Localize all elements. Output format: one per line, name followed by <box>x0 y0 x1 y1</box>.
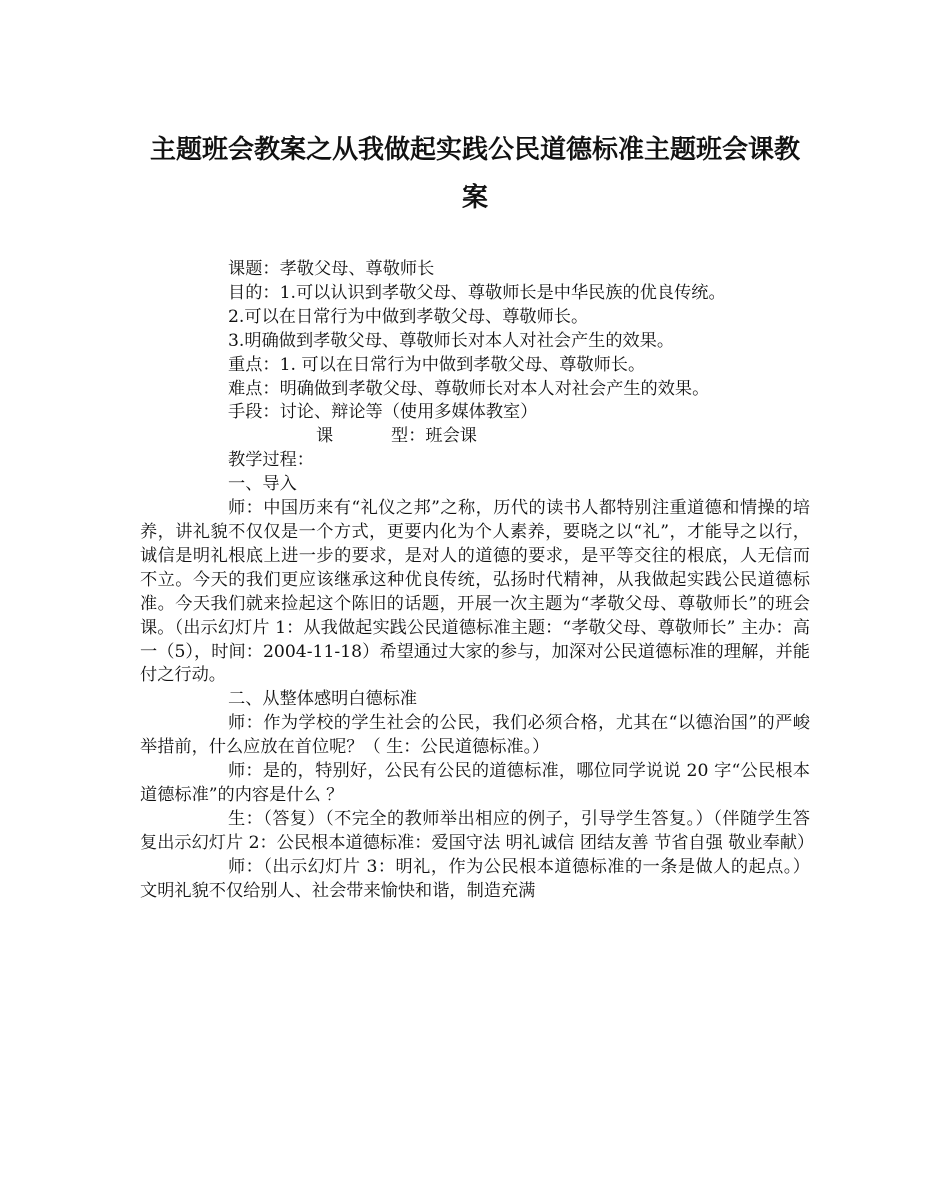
teacher-followup-paragraph: 师：是的，特别好，公民有公民的道德标准，哪位同学说说 20 字“公民根本道德标准”的内容是什么 ？ <box>140 761 810 805</box>
teacher-question-paragraph: 师：作为学校的学生社会的公民，我们必须合格，尤其在“以德治国”的严峻举措前，什么应放在首位呢？（ 生：公民道德标准。） <box>140 713 810 758</box>
lesson-type-label: 课 <box>316 426 334 447</box>
difficulty-line: 难点：明确做到孝敬父母、尊敬师长对本人对社会产生的效果。 <box>228 378 710 399</box>
lesson-type-line <box>140 425 810 449</box>
process-heading: 教学过程： <box>228 450 314 471</box>
student-answer-paragraph: 生：（答复）（不完全的教师举出相应的例子，引导学生答复。）（伴随学生答复出示幻灯片 2：公民根本道德标准：爱国守法 明礼诚信 团结友善 节省自强 敬业奉献） <box>140 808 815 853</box>
teacher-slide3-paragraph: 师：（出示幻灯片 3：明礼，作为公民根本道德标准的一条是做人的起点。）文明礼貌不仅给别人、社会带来愉快和谐，制造充满 <box>140 856 810 901</box>
key-point-line: 重点：1. 可以在日常行为中做到孝敬父母、尊敬师长。 <box>228 354 646 375</box>
method-line: 手段：讨论、辩论等（使用多媒体教室） <box>228 402 538 423</box>
goal-item-3: 3.明确做到孝敬父母、尊敬师长对本人对社会产生的效果。 <box>228 330 675 351</box>
section-heading-standards: 二、从整体感明白德标准 <box>228 689 418 710</box>
topic-line: 课题：孝敬父母、尊敬师长 <box>228 259 435 279</box>
lesson-type-value: 型：班会课 <box>391 426 477 447</box>
goal-item-2: 2.可以在日常行为中做到孝敬父母、尊敬师长。 <box>228 306 589 327</box>
section-heading-intro: 一、导入 <box>228 474 297 495</box>
goal-line: 目的：1.可以认识到孝敬父母、尊敬师长是中华民族的优良传统。 <box>228 282 726 303</box>
document-body <box>140 258 815 903</box>
intro-paragraph: 师：中国历来有“礼仪之邦”之称，历代的读书人都特别注重道德和情操的培养，讲礼貌不仅仅是一个方式，更要内化为个人素养，要晓之以“礼”，才能导之以行，诚信是明礼根底上进一步的要求，是对人的道德的要求，是平等交往的根底，人无信而不立。今天的我们更应该继承这种优良传统，弘扬时代精神，从我做起实践公民道德标准。今天我们就来捡起这个陈旧的话题，开展一次主题为“孝敬父母、尊敬师长”的班会课。（出示幻灯片 1：从我做起实践公民道德标准主题：“孝敬父母、尊敬师长” 主办：高一（5），时间：2004-11-18）希望通过大家的参与，加深对公民道德标准的理解，并能付之行动。 <box>140 498 810 686</box>
document-title: 主题班会教案之从我做起实践公民道德标准主题班会课教案 <box>149 135 800 213</box>
